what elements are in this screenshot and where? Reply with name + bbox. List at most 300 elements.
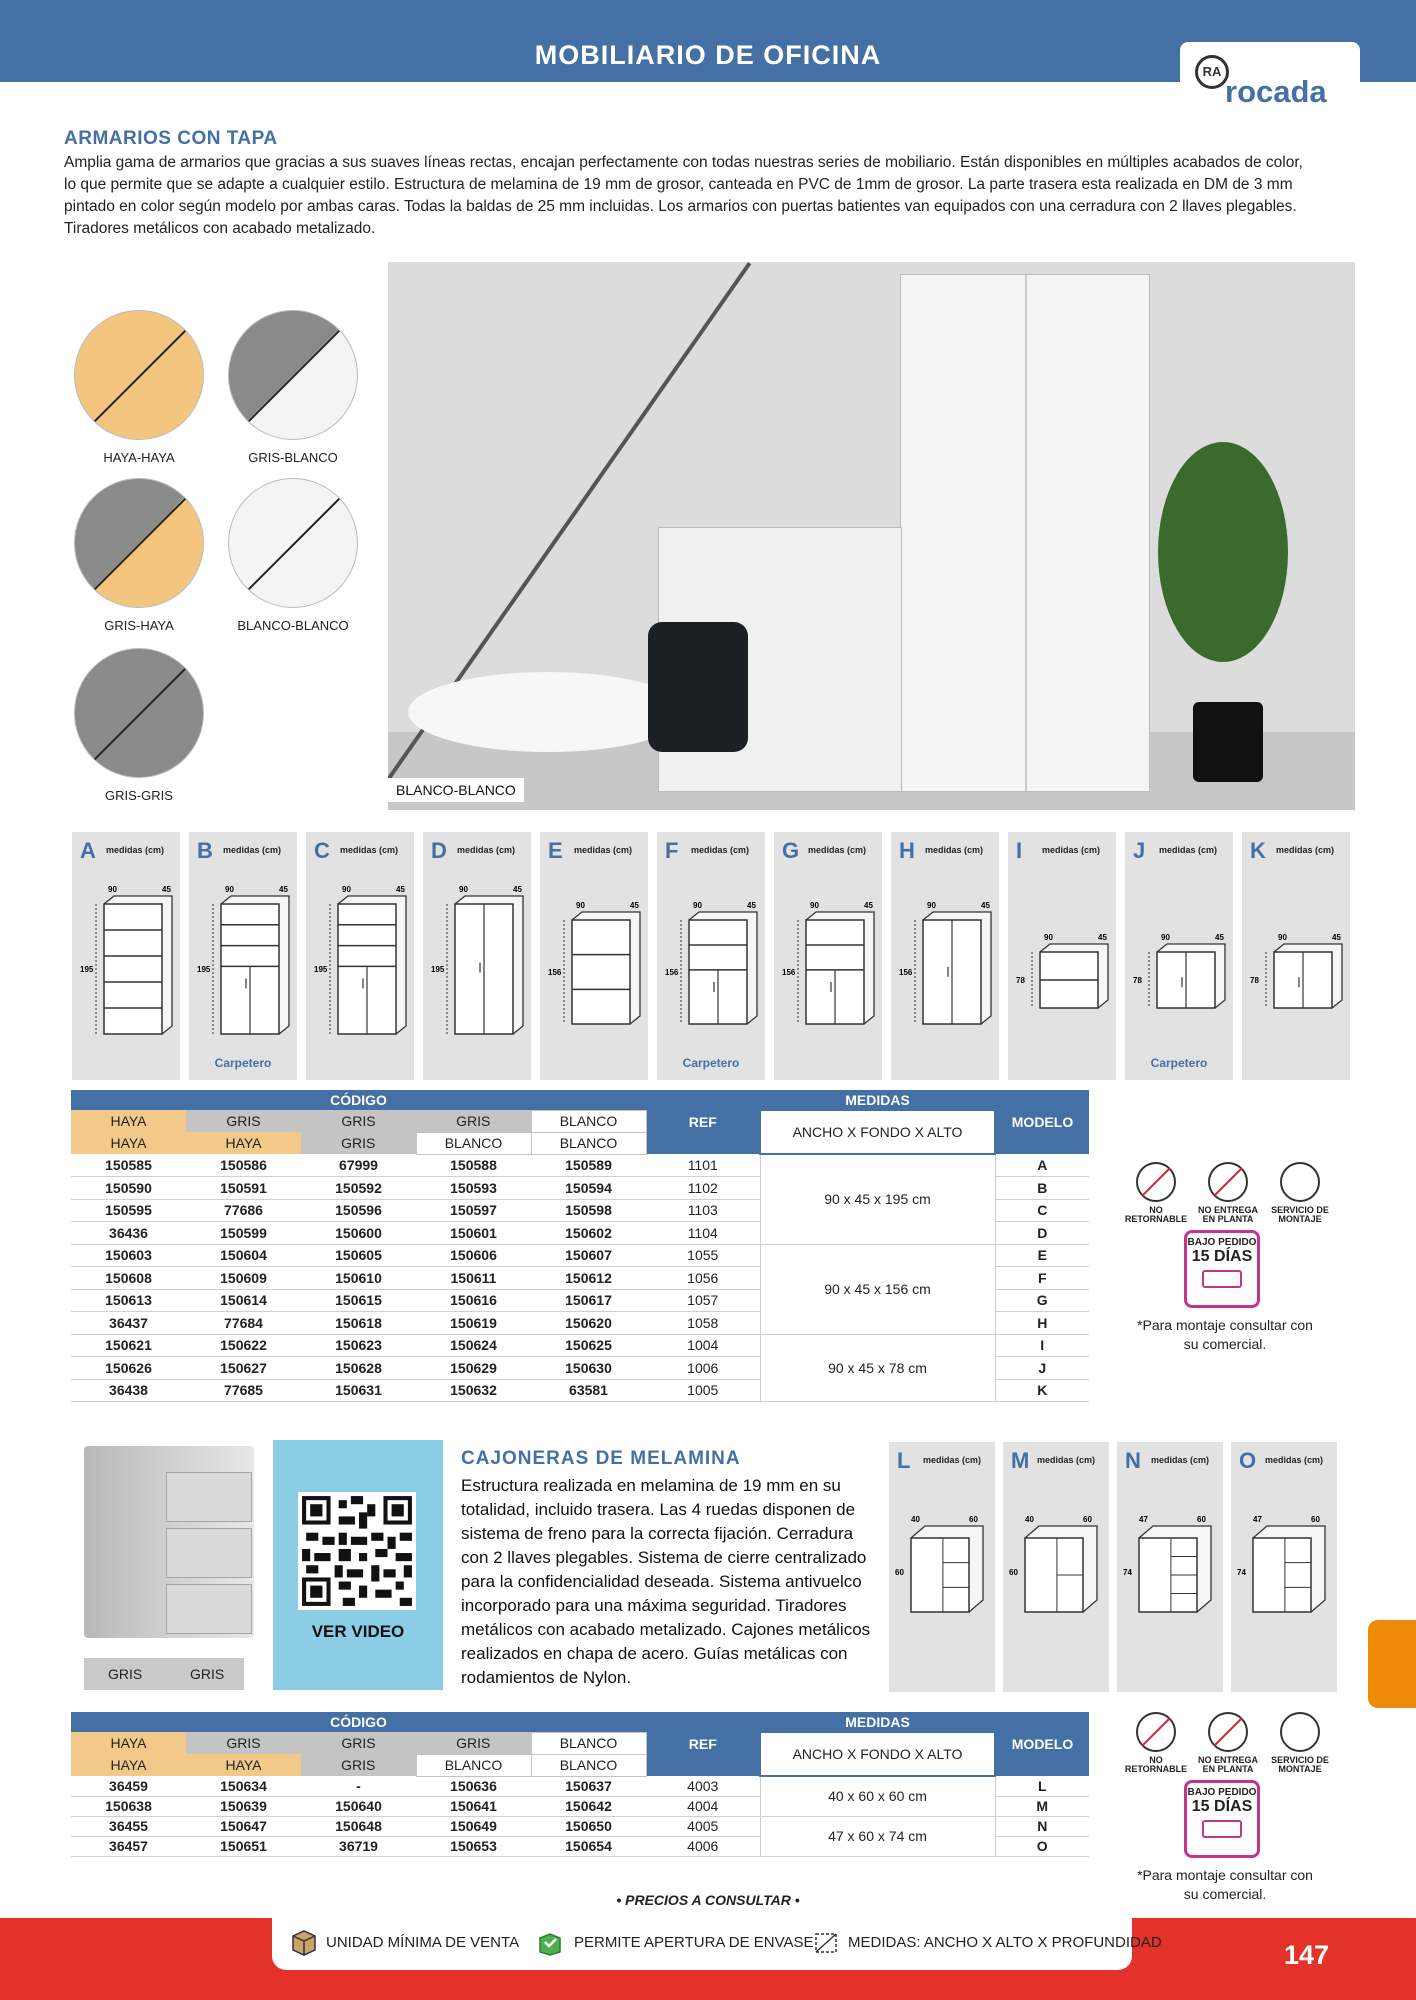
ref-cell: 1057 [646,1289,760,1312]
modelo-cell: J [995,1357,1089,1380]
finish-swatch [74,478,204,608]
code-cell: 67999 [301,1154,416,1177]
svg-text:90: 90 [810,901,819,910]
code-cell: 150625 [531,1334,646,1357]
legend-unidad-minima: UNIDAD MÍNIMA DE VENTA [326,1934,520,1951]
code-cell: 36438 [71,1379,186,1402]
svg-text:45: 45 [396,886,405,894]
code-cell: 77686 [186,1199,301,1222]
badge-label: NO RETORNABLE [1124,1755,1188,1774]
code-cell: 150653 [416,1836,531,1856]
model-card-d [423,832,531,1080]
code-cell: 150640 [301,1796,416,1816]
badge-label: NO ENTREGA EN PLANTA [1197,1205,1258,1224]
finish-top-cell: GRIS [416,1732,531,1754]
svg-text:60: 60 [969,1515,978,1524]
montaje-note: *Para montaje consultar con su comercial. [1137,1867,1313,1902]
svg-text:195: 195 [431,965,445,974]
code-cell: 150586 [186,1154,301,1177]
svg-text:78: 78 [1250,976,1259,985]
svg-text:60: 60 [895,1568,904,1577]
armarios-title: ARMARIOS CON TAPA [64,128,278,149]
truck-icon [1202,1820,1242,1838]
modelo-cell: O [995,1836,1089,1856]
ref-cell: 1101 [646,1154,760,1177]
svg-text:45: 45 [279,886,288,894]
model-diagram [1246,886,1346,1051]
measure-unit-label: medidas (cm) [923,1455,982,1465]
modelo-cell: F [995,1267,1089,1290]
svg-text:156: 156 [665,968,679,977]
finish-swatch-label: BLANCO-BLANCO [237,618,349,633]
model-letter: J [1133,838,1146,863]
modelo-cell: L [995,1776,1089,1796]
code-cell: 150611 [416,1267,531,1290]
code-cell: 150598 [531,1199,646,1222]
cajoneras-description: Estructura realizada en melamina de 19 mm en su totalidad, incluido trasera. Las 4 ruedas disponen de sistema de freno para la correcta fijación. Cerradura con 2 llaves plegables. Sistema de cierre centralizado para la confidencialidad deseada. Sistema antivuelco incorporado para una máxima seguridad. Tiradores metálicos con acabado metalizado. Cajones metálicos realizados en chapa de acero. Guías metálicas con rodamientos de Nylon. [461,1476,871,1687]
cabinet-diagram-icon [1129,886,1229,1046]
finish-top-cell: BLANCO [531,1732,646,1754]
measure-unit-label: medidas (cm) [457,845,516,855]
model-diagram [427,886,527,1051]
codigo-header: CÓDIGO [71,1712,646,1732]
model-letter: N [1125,1448,1141,1473]
legend-medidas: MEDIDAS: ANCHO X ALTO X PROFUNDIDAD [848,1934,1162,1951]
cajoneras-title: CAJONERAS DE MELAMINA [461,1448,741,1469]
finish-bottom-cell: BLANCO [531,1754,646,1776]
ref-cell: 1056 [646,1267,760,1290]
drawer-model-card-o [1231,1442,1337,1692]
model-card-h [891,832,999,1080]
measure-unit-label: medidas (cm) [1265,1455,1324,1465]
finish-top-cell: GRIS [301,1732,416,1754]
svg-text:45: 45 [981,901,990,910]
measure-unit-label: medidas (cm) [1151,1455,1210,1465]
drawer-front [166,1472,252,1522]
measure-unit-label: medidas (cm) [1159,845,1218,855]
finish-swatch [74,310,204,440]
drawer-diagram-icon [1005,1512,1105,1632]
cajoneras-code-table [71,1712,1089,1857]
bajo-pedido-label: BAJO PEDIDO [1187,1787,1257,1798]
ref-cell: 1102 [646,1177,760,1200]
open-box-icon [536,1928,564,1956]
no-entrega-icon [1208,1712,1248,1752]
code-cell: 150597 [416,1199,531,1222]
code-cell: 150608 [71,1267,186,1290]
table-row [71,1244,1089,1267]
model-letter: O [1239,1448,1257,1473]
svg-text:156: 156 [782,968,796,977]
code-cell: 150606 [416,1244,531,1267]
svg-text:60: 60 [1009,1568,1018,1577]
model-diagram [1012,886,1112,1051]
modelo-cell: N [995,1816,1089,1836]
code-cell: 150612 [531,1267,646,1290]
ref-cell: 4006 [646,1836,760,1856]
model-diagram [76,886,176,1051]
table-row [71,1776,1089,1796]
model-diagram [778,886,878,1051]
code-cell: 36457 [71,1836,186,1856]
svg-text:60: 60 [1311,1515,1320,1524]
model-card-i [1008,832,1116,1080]
code-cell: 150595 [71,1199,186,1222]
code-cell: 150601 [416,1222,531,1245]
drawer-front [166,1528,252,1578]
svg-text:90: 90 [108,886,117,894]
code-cell: 150620 [531,1312,646,1335]
finish-label-left: GRIS [108,1666,143,1682]
no-retornable-icon [1136,1712,1176,1752]
product-photo [388,262,1355,810]
finish-swatch [228,310,358,440]
finish-top-cell: GRIS [301,1110,416,1132]
modelo-cell: I [995,1334,1089,1357]
cabinet-diagram-icon [76,886,176,1046]
armarios-code-table [71,1090,1089,1402]
svg-text:45: 45 [864,901,873,910]
model-letter: K [1250,838,1266,863]
prohibition-mark [1213,1167,1243,1197]
table-row [71,1816,1089,1836]
code-cell: 36719 [301,1836,416,1856]
page-title: MOBILIARIO DE OFICINA [534,40,882,70]
svg-text:45: 45 [1215,933,1224,942]
finish-bottom-cell: HAYA [186,1754,301,1776]
code-cell: 150634 [186,1776,301,1796]
precios-note: • PRECIOS A CONSULTAR • [616,1892,800,1908]
no-retornable-icon [1136,1162,1176,1202]
ref-cell: 1005 [646,1379,760,1402]
svg-text:195: 195 [314,965,328,974]
finish-bottom-cell: HAYA [71,1132,186,1154]
svg-text:90: 90 [693,901,702,910]
drawer-diagram-icon [1233,1512,1333,1632]
qr-code-icon[interactable] [298,1492,416,1610]
cabinet-diagram-icon [193,886,293,1046]
measure-unit-label: medidas (cm) [106,845,165,855]
model-diagram [310,886,410,1051]
photo-table [408,672,688,752]
code-cell: 150614 [186,1289,301,1312]
medidas-subheader: ANCHO X FONDO X ALTO [760,1110,995,1154]
modelo-cell: M [995,1796,1089,1816]
code-cell: 150593 [416,1177,531,1200]
model-card-a [72,832,180,1080]
svg-text:78: 78 [1016,976,1025,985]
table-header-row [71,1712,1089,1732]
page-number: 147 [1284,1940,1330,1970]
drawer-front [166,1584,252,1634]
code-cell: 150639 [186,1796,301,1816]
measure-unit-label: medidas (cm) [1042,845,1101,855]
code-cell: 150602 [531,1222,646,1245]
medidas-header: MEDIDAS [760,1712,995,1732]
photo-chair [648,622,748,752]
cabinet-diagram-icon [544,886,644,1046]
code-cell: 77684 [186,1312,301,1335]
table-row [71,1154,1089,1177]
code-cell: 150650 [531,1816,646,1836]
model-letter: D [431,838,447,863]
svg-text:45: 45 [1098,933,1107,942]
finish-bottom-cell: BLANCO [416,1132,531,1154]
code-cell: 150624 [416,1334,531,1357]
measure-unit-label: medidas (cm) [223,845,282,855]
code-cell: 150628 [301,1357,416,1380]
code-cell: 150621 [71,1334,186,1357]
svg-text:45: 45 [162,886,171,894]
bajo-pedido-badge [1184,1230,1260,1308]
code-cell: 150616 [416,1289,531,1312]
servicio-montaje-icon [1280,1162,1320,1202]
finish-top-cell: BLANCO [531,1110,646,1132]
code-cell: 150609 [186,1267,301,1290]
cabinet-diagram-icon [661,886,761,1046]
svg-text:78: 78 [1133,976,1142,985]
no-entrega-icon [1208,1162,1248,1202]
finish-swatch [228,478,358,608]
cabinet-diagram-icon [1012,886,1112,1046]
code-cell: 150623 [301,1334,416,1357]
code-cell: 150603 [71,1244,186,1267]
model-subtitle: Carpetero [682,1056,740,1070]
finish-top-cell: HAYA [71,1110,186,1132]
model-letter: I [1016,838,1023,863]
ref-cell: 4003 [646,1776,760,1796]
finish-swatch-label: GRIS-BLANCO [248,450,338,465]
code-cell: 150626 [71,1357,186,1380]
modelo-header: MODELO [995,1712,1089,1776]
bajo-pedido-badge [1184,1780,1260,1858]
ref-header: REF [646,1712,760,1776]
bajo-pedido-label: BAJO PEDIDO [1187,1237,1257,1248]
legend-apertura: PERMITE APERTURA DE ENVASE [574,1934,814,1951]
ref-cell: 1055 [646,1244,760,1267]
drawer-diagram-icon [891,1512,991,1632]
svg-text:60: 60 [1197,1515,1206,1524]
code-cell: 150651 [186,1836,301,1856]
ref-cell: 1058 [646,1312,760,1335]
code-cell: 150619 [416,1312,531,1335]
code-cell: 36436 [71,1222,186,1245]
code-cell: 150599 [186,1222,301,1245]
medidas-cell: 90 x 45 x 195 cm [760,1154,995,1244]
cabinet-diagram-icon [778,886,878,1046]
ref-cell: 1104 [646,1222,760,1245]
code-cell: 150590 [71,1177,186,1200]
finish-top-cell: GRIS [416,1110,531,1132]
model-letter: A [80,838,96,863]
svg-text:90: 90 [342,886,351,894]
svg-text:90: 90 [459,886,468,894]
finish-bottom-cell: GRIS [301,1754,416,1776]
svg-text:45: 45 [1332,933,1341,942]
brand-name: rocada [1225,74,1327,109]
code-cell: 150638 [71,1796,186,1816]
svg-text:45: 45 [747,901,756,910]
finish-bottom-cell: HAYA [186,1132,301,1154]
cabinet-diagram-icon [1246,886,1346,1046]
measure-unit-label: medidas (cm) [691,845,750,855]
code-cell: - [301,1776,416,1796]
model-diagram [193,886,293,1051]
cabinet-diagram-icon [310,886,410,1046]
finish-swatch-label: GRIS-HAYA [104,618,174,633]
servicio-montaje-icon [1280,1712,1320,1752]
model-card-k [1242,832,1350,1080]
model-letter: M [1011,1448,1030,1473]
photo-pot [1193,702,1263,782]
code-cell: 150649 [416,1816,531,1836]
code-cell: 36459 [71,1776,186,1796]
code-cell: 150631 [301,1379,416,1402]
model-diagram [544,886,644,1051]
video-link[interactable]: VER VIDEO [311,1622,405,1641]
finish-top-cell: GRIS [186,1732,301,1754]
code-cell: 150654 [531,1836,646,1856]
ref-cell: 4005 [646,1816,760,1836]
model-card-j [1125,832,1233,1080]
svg-text:47: 47 [1253,1515,1262,1524]
svg-text:90: 90 [1278,933,1287,942]
svg-text:40: 40 [1025,1515,1034,1524]
svg-text:156: 156 [899,968,913,977]
model-letter: E [548,838,563,863]
ref-cell: 1103 [646,1199,760,1222]
model-letter: C [314,838,330,863]
prohibition-mark [1213,1717,1243,1747]
code-cell: 150589 [531,1154,646,1177]
medidas-cell: 40 x 60 x 60 cm [760,1776,995,1816]
table-header-row [71,1090,1089,1110]
model-card-b [189,832,297,1080]
finish-bottom-cell: BLANCO [416,1754,531,1776]
drawer-model-card-l [889,1442,995,1692]
modelo-header: MODELO [995,1090,1089,1154]
code-cell: 150610 [301,1267,416,1290]
svg-text:90: 90 [225,886,234,894]
brand-logo-icon: RA [1195,55,1229,89]
svg-text:156: 156 [548,968,562,977]
code-cell: 77685 [186,1379,301,1402]
medidas-subheader: ANCHO X FONDO X ALTO [760,1732,995,1776]
modelo-cell: H [995,1312,1089,1335]
drawer-model-card-m [1003,1442,1109,1692]
dias-label: 15 DÍAS [1191,1798,1253,1815]
modelo-cell: A [995,1154,1089,1177]
code-cell: 150618 [301,1312,416,1335]
code-cell: 150596 [301,1199,416,1222]
code-cell: 150613 [71,1289,186,1312]
medidas-cell: 47 x 60 x 74 cm [760,1816,995,1856]
code-cell: 150637 [531,1776,646,1796]
code-cell: 150622 [186,1334,301,1357]
svg-text:195: 195 [80,965,94,974]
finish-bottom-cell: GRIS [301,1132,416,1154]
svg-text:195: 195 [197,965,211,974]
code-cell: 150632 [416,1379,531,1402]
code-cell: 150629 [416,1357,531,1380]
photo-tall-cabinet [900,274,1150,792]
montaje-note: *Para montaje consultar con su comercial. [1137,1317,1313,1352]
code-cell: 150607 [531,1244,646,1267]
code-cell: 150605 [301,1244,416,1267]
modelo-cell: B [995,1177,1089,1200]
code-cell: 150627 [186,1357,301,1380]
finish-bottom-cell: HAYA [71,1754,186,1776]
model-letter: F [665,838,679,863]
dias-label: 15 DÍAS [1191,1248,1253,1265]
svg-text:74: 74 [1237,1568,1246,1577]
armarios-description: Amplia gama de armarios que gracias a sus suaves líneas rectas, encajan perfectamente con todas nuestras series de mobiliario. Están disponibles en múltiples acabados de color, lo que permite que se adapte a cualquier estilo. Estructura de melamina de 19 mm de grosor, canteada en PVC de 1mm de grosor. La parte trasera esta realizada en DM de 3 mm pintado en color según modelo por ambas caras. Todas la baldas de 25 mm incluidas. Los armarios con puertas batientes van equipados con una cerradura con 2 llaves plegables. Tiradores metálicos con acabado metalizado. [64,154,1303,237]
drawer-diagram-icon [1119,1512,1219,1632]
code-cell: 150600 [301,1222,416,1245]
code-cell: 150617 [531,1289,646,1312]
photo-plant [1158,442,1288,662]
measure-unit-label: medidas (cm) [1037,1455,1096,1465]
finish-row-top [71,1110,1089,1132]
ref-cell: 1004 [646,1334,760,1357]
code-cell: 63581 [531,1379,646,1402]
cabinet-diagram-icon [895,886,995,1046]
svg-text:40: 40 [911,1515,920,1524]
prohibition-mark [1141,1717,1171,1747]
code-cell: 150604 [186,1244,301,1267]
model-card-c [306,832,414,1080]
model-letter: G [782,838,800,863]
model-diagram [661,886,761,1051]
code-cell: 150588 [416,1154,531,1177]
finish-bottom-cell: BLANCO [531,1132,646,1154]
code-cell: 150591 [186,1177,301,1200]
badge-label: NO RETORNABLE [1124,1205,1188,1224]
svg-text:90: 90 [927,901,936,910]
code-cell: 150592 [301,1177,416,1200]
code-cell: 150630 [531,1357,646,1380]
svg-text:90: 90 [1044,933,1053,942]
model-letter: L [897,1448,911,1473]
ref-cell: 4004 [646,1796,760,1816]
modelo-cell: E [995,1244,1089,1267]
ref-cell: 1006 [646,1357,760,1380]
model-subtitle: Carpetero [214,1056,272,1070]
code-cell: 150636 [416,1776,531,1796]
model-letter: H [899,838,915,863]
finish-label-right: GRIS [190,1666,225,1682]
measure-unit-label: medidas (cm) [574,845,633,855]
modelo-cell: K [995,1379,1089,1402]
code-cell: 150647 [186,1816,301,1836]
section-tab[interactable] [1368,1620,1416,1708]
code-cell: 36455 [71,1816,186,1836]
measure-unit-label: medidas (cm) [1276,845,1335,855]
code-cell: 150585 [71,1154,186,1177]
badge-label: NO ENTREGA EN PLANTA [1197,1755,1258,1774]
svg-text:90: 90 [1161,933,1170,942]
modelo-cell: C [995,1199,1089,1222]
code-cell: 150594 [531,1177,646,1200]
finish-swatch [74,648,204,778]
finish-top-cell: GRIS [186,1110,301,1132]
finish-top-cell: HAYA [71,1732,186,1754]
modelo-cell: G [995,1289,1089,1312]
code-cell: 150615 [301,1289,416,1312]
codigo-header: CÓDIGO [71,1090,646,1110]
svg-text:74: 74 [1123,1568,1132,1577]
model-card-e [540,832,648,1080]
